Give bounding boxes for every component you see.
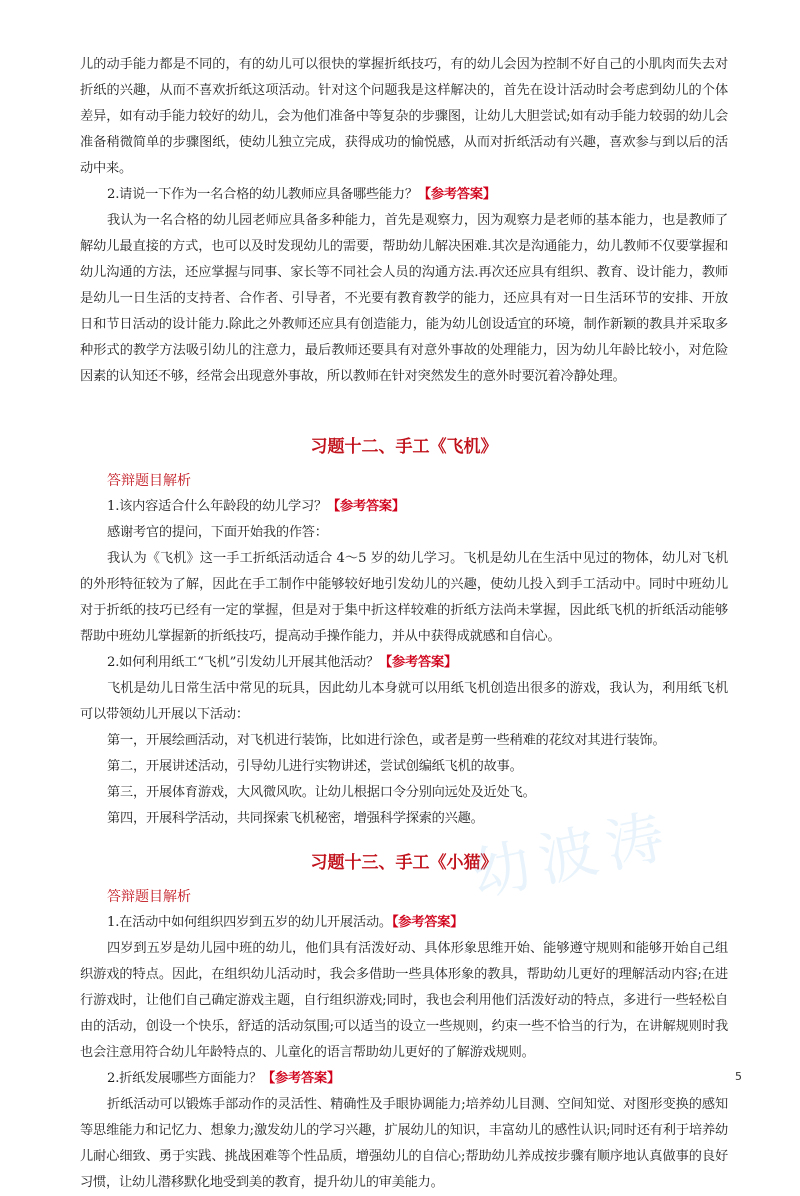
answer-tag: 【参考答案】 [379,655,457,670]
question-line [80,910,728,936]
answer-paragraph: 我认为《飞机》这一手工折纸活动适合 4～5 岁的幼儿学习。飞机是幼儿在生活中见过的物体，幼儿对飞机的外形特征较为了解，因此在手工制作中能够较好地引发幼儿的兴趣，使幼儿投入到手工活动中。同时中班幼儿对于折纸的技巧已经有一定的掌握，但是对于集中折这样较难的折纸方法尚未掌握，因此纸飞机的折纸活动能够帮助中班幼儿掌握新的折纸技巧，提高动手操作能力，并从中获得成就感和自信心。 [80,551,728,644]
watermark: 幼波涛 [466,800,680,910]
intro-paragraph: 儿的动手能力都是不同的，有的幼儿可以很快的掌握折纸技巧，有的幼儿会因为控制不好自己的小肌肉而失去对折纸的兴趣，从而不喜欢折纸这项活动。针对这个问题我是这样解决的，首先在设计活动时会考虑到幼儿的个体差异，如有动手能力较好的幼儿，会为他们准备中等复杂的步骤图，让幼儿大胆尝试;如有动手能力较弱的幼儿会准备稍微简单的步骤图纸，使幼儿独立完成，获得成功的愉悦感，从而对折纸活动有兴趣，喜欢参与到以后的活动中来。 [80,57,728,176]
answer-tag: 【参考答案】 [262,1071,340,1086]
question-line [80,182,728,208]
page-number: 5 [735,1070,742,1083]
answer-tag: 【参考答案】 [326,499,405,514]
question-text: 2.折纸发展哪些方面能力？ [107,1071,263,1086]
answer-tag: 【参考答案】 [417,187,496,202]
list-item: 第三，开展体育游戏，大风微风吹。让幼儿根据口令分别向远处及近处飞。 [107,785,536,800]
answer-tag: 【参考答案】 [391,915,464,930]
answer-paragraph: 折纸活动可以锻炼手部动作的灵活性、精确性及手眼协调能力;培养幼儿目测、空间知觉、对图形变换的感知等思维能力和记忆力、想象力;激发幼儿的学习兴趣，扩展幼儿的知识，丰富幼儿的感性认识;同时还有利于培养幼儿耐心细致、勇于实践、挑战困难等个性品质，增强幼儿的自信心;帮助幼儿养成按步骤有顺序地认真做事的良好习惯，让幼儿潜移默化地受到美的教育，提升幼儿的审美能力。 [80,1097,728,1190]
answer-paragraph: 我认为一名合格的幼儿园老师应具备多种能力，首先是观察力，因为观察力是老师的基本能力，也是教师了解幼儿最直接的方式，也可以及时发现幼儿的需要，帮助幼儿解决困难.其次是沟通能力，幼儿教师不仅要掌握和幼儿沟通的方法，还应掌握与同事、家长等不同社会人员的沟通方法.再次还应具有组织、教育、设计能力，教师是幼儿一日生活的支持者、合作者、引导者，不光要有教育教学的能力，还应具有对一日生活环节的安排、开放日和节日活动的设计能力.除此之外教师还应具有创造能力，能为幼儿创设适宜的环境，制作新颖的教具并采取多种形式的教学方法吸引幼儿的注意力，最后教师还要具有对意外事故的处理能力，因为幼儿年龄比较小，对危险因素的认知还不够，经常会出现意外事故，所以教师在针对突然发生的意外时要沉着冷静处理。 [80,213,728,384]
list-item: 第四，开展科学活动，共同探索飞机秘密，增强科学探索的兴趣。 [107,811,484,826]
section-title: 习题十三、手工《小猫》 [310,853,498,873]
page-content [80,52,728,1196]
section-subtitle: 答辩题目解析 [107,889,191,905]
question-text: 2.如何利用纸工“飞机”引发幼儿开展其他活动？ [107,655,380,670]
question-line [80,1066,728,1092]
list-item: 第一，开展绘画活动，对飞机进行装饰，比如进行涂色，或者是剪一些稍难的花纹对其进行装饰。 [107,733,666,748]
question-line [80,650,728,676]
answer-paragraph: 飞机是幼儿日常生活中常见的玩具，因此幼儿本身就可以用纸飞机创造出很多的游戏，我认为，利用纸飞机可以带领幼儿开展以下活动： [80,681,728,722]
question-line [80,494,728,520]
section-title: 习题十二、手工《飞机》 [310,437,498,457]
list-item: 第二，开展讲述活动，引导幼儿进行实物讲述，尝试创编纸飞机的故事。 [107,759,523,774]
answer-paragraph: 四岁到五岁是幼儿园中班的幼儿，他们具有活泼好动、具体形象思维开始、能够遵守规则和能够开始自己组织游戏的特点。因此，在组织幼儿活动时，我会多借助一些具体形象的教具，帮助幼儿更好的理解活动内容;在进行游戏时，让他们自己确定游戏主题，自行组织游戏;同时，我也会利用他们活泼好动的特点，多进行一些轻松自由的活动，创设一个快乐，舒适的活动氛围;可以适当的设立一些规则，约束一些不恰当的行为，在讲解规则时我也会注意用符合幼儿年龄特点的、儿童化的语言帮助幼儿更好的了解游戏规则。 [80,941,728,1060]
section-subtitle: 答辩题目解析 [107,473,191,489]
question-text: 2.请说一下作为一名合格的幼儿教师应具备哪些能力？ [107,187,418,202]
question-text: 1.该内容适合什么年龄段的幼儿学习？ [107,499,327,514]
question-text: 1.在活动中如何组织四岁到五岁的幼儿开展活动。 [107,915,392,930]
greeting-line: 感谢考官的提问，下面开始我的作答： [107,525,328,540]
